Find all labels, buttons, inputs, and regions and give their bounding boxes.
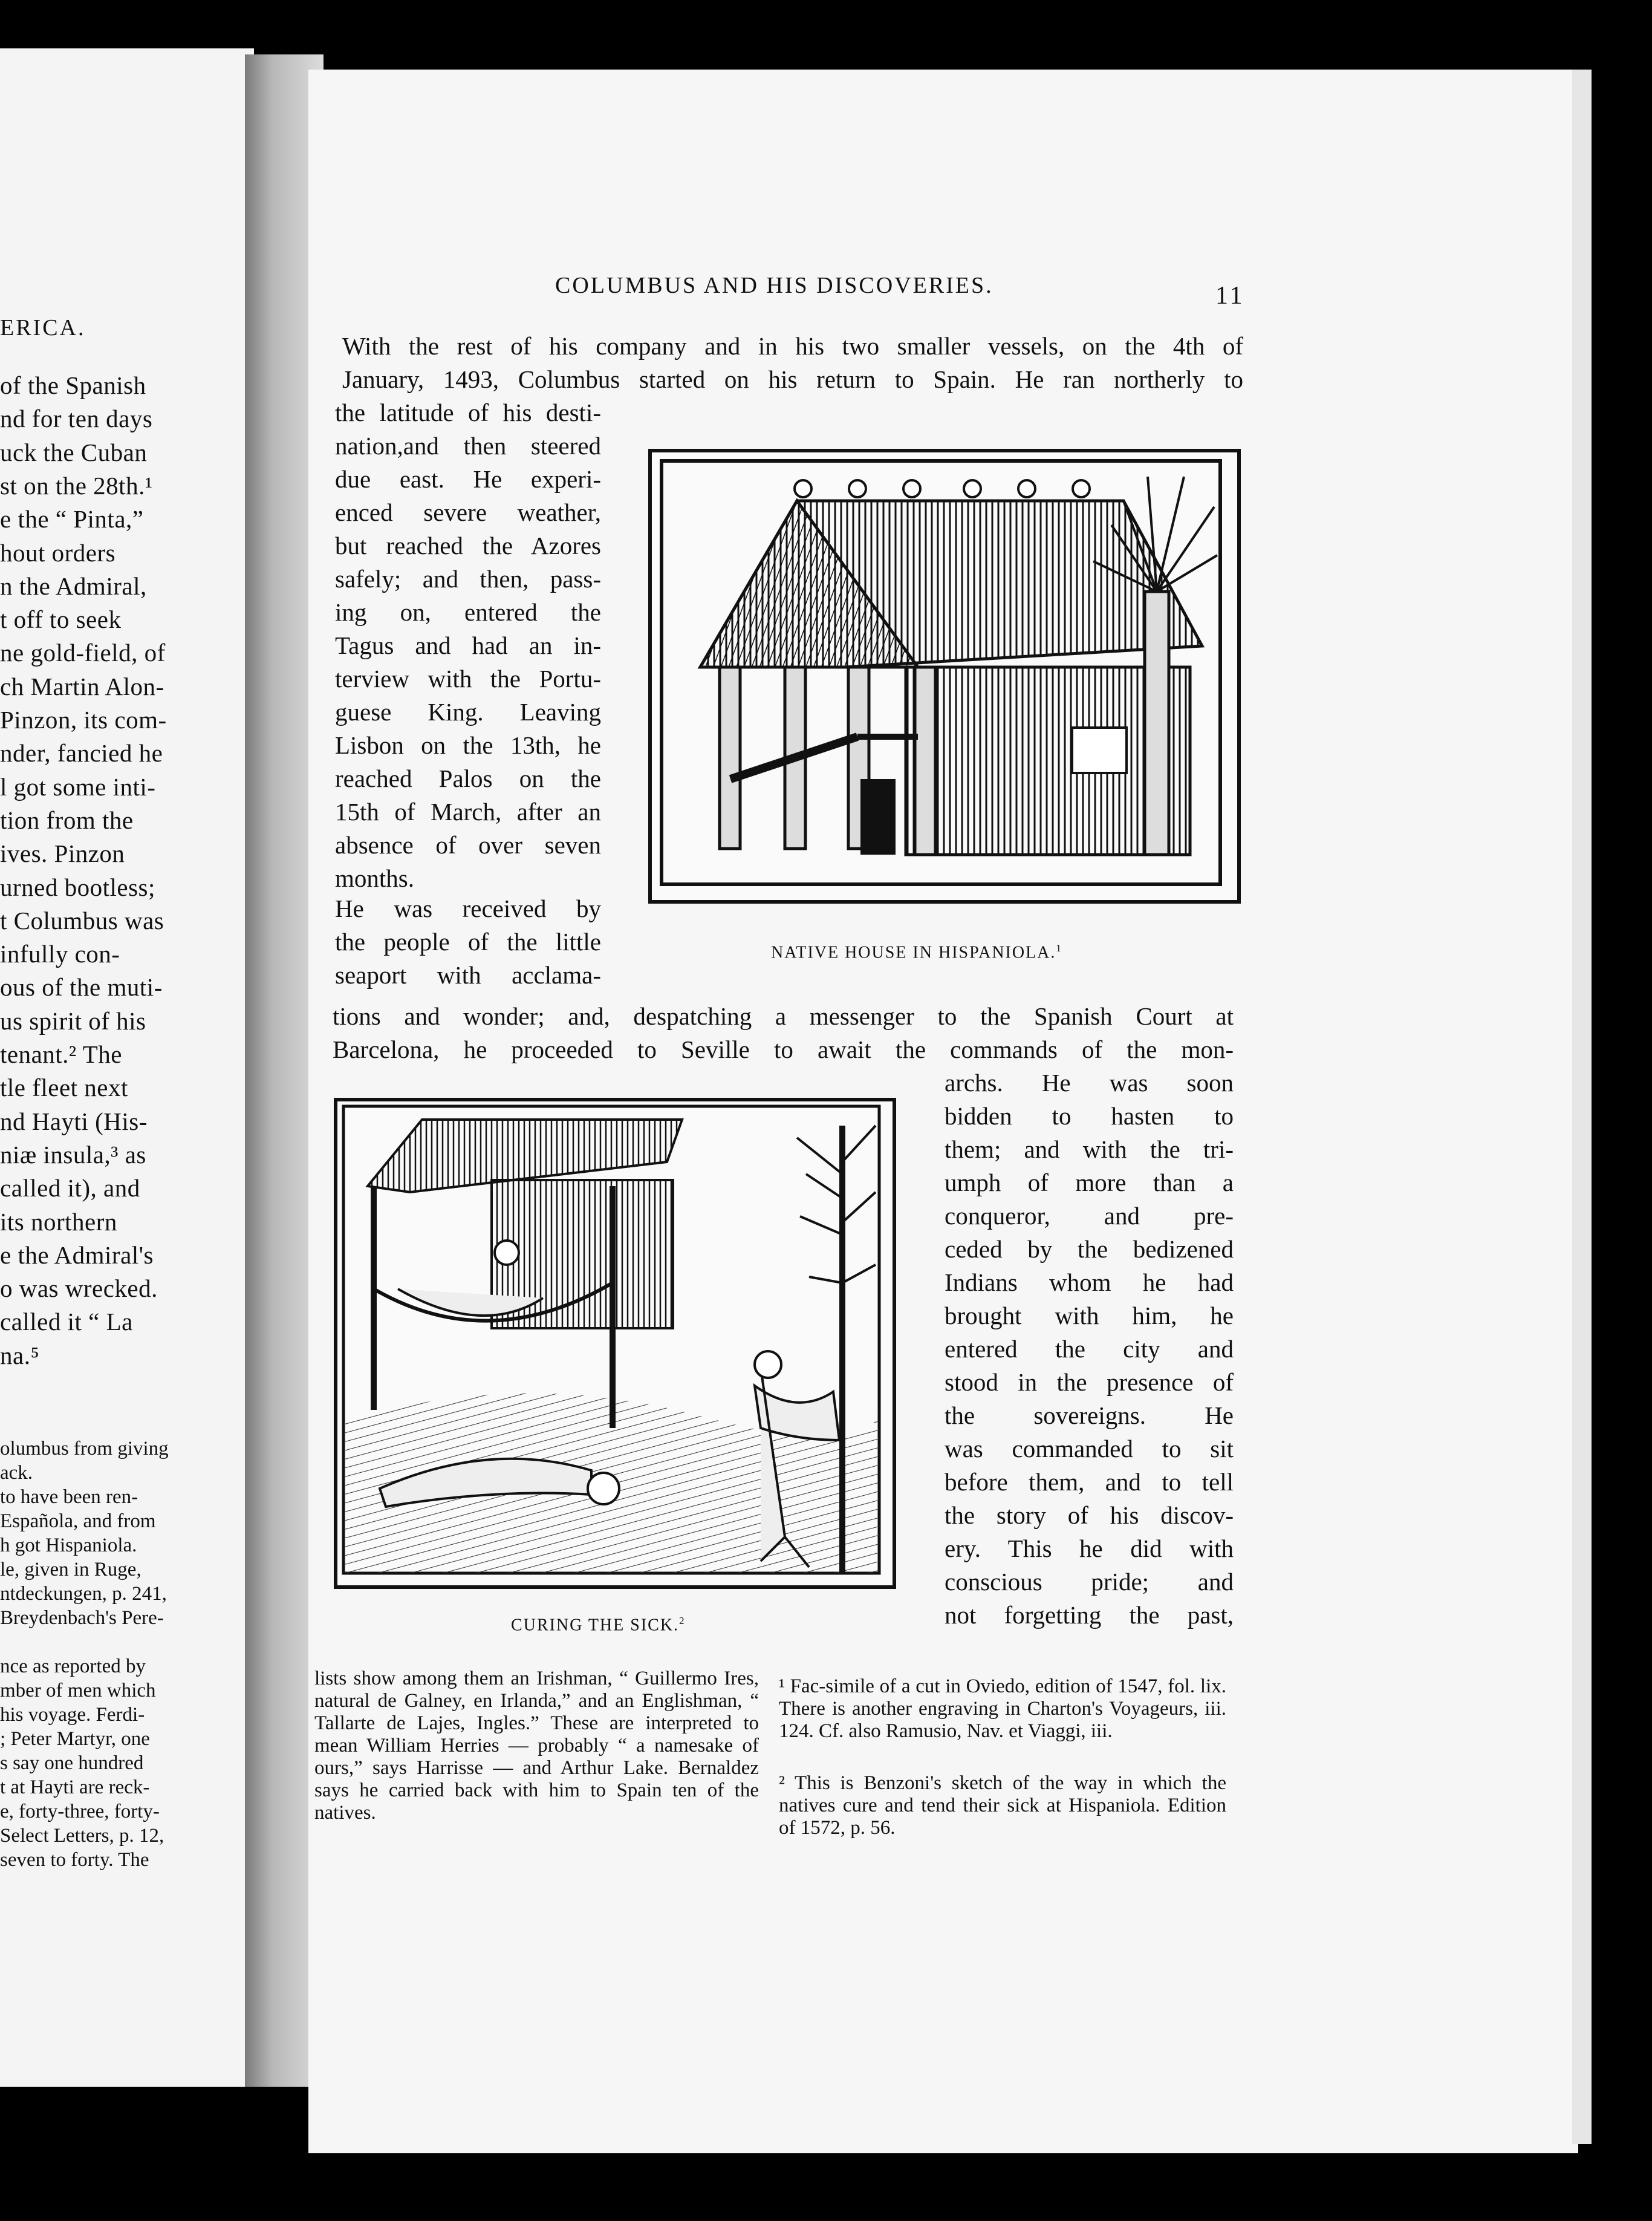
text-line: guese King. Leaving	[335, 698, 601, 726]
text-line: l got some inti-	[0, 772, 156, 801]
text-line: January, 1493, Columbus started on his return to Spain. He ran northerly to	[342, 365, 1243, 393]
text-line: e, forty-three, forty-	[0, 1801, 160, 1822]
text-line: ous of the muti-	[0, 973, 163, 1002]
text-line: of the Spanish	[0, 371, 146, 399]
text-line: the story of his discov-	[945, 1501, 1234, 1529]
text-line: Tagus and had an in-	[335, 631, 601, 659]
text-line: his voyage. Ferdi-	[0, 1704, 145, 1726]
text-line: ery. This he did with	[945, 1534, 1234, 1562]
text-line: With the rest of his company and in his two smaller vessels, on the 4th of	[342, 332, 1243, 360]
text-line: ntdeckungen, p. 241,	[0, 1583, 167, 1605]
text-line: reached Palos on the	[335, 765, 601, 792]
footnote-continued: lists show among them an Irishman, “ Guillermo Ires, natural de Galney, en Irlanda,” and an Englishman, “ Tallarte de Lajes, Ingles.” These are interpreted to mean William Herries — probably “ a namesake of ours,” says Harrisse — and Arthur Lake. Bernaldez says he carried back with him to Spain ten of the natives.	[314, 1668, 759, 1824]
paragraph-1-narrow	[335, 396, 601, 895]
text-line: bidden to hasten to	[945, 1102, 1234, 1130]
text-line: o was wrecked.	[0, 1274, 158, 1303]
figure-curing-the-sick	[334, 1098, 896, 1589]
page-edge	[1572, 70, 1592, 2144]
text-line: terview with the Portu-	[335, 665, 601, 693]
figure-2-footnote-ref: 2	[679, 1615, 686, 1626]
text-line: but reached the Azores	[335, 532, 601, 559]
text-line: months.	[335, 864, 414, 892]
text-line: tion from the	[0, 806, 134, 834]
text-line: the people of the little	[335, 928, 601, 956]
text-line: archs. He was soon	[945, 1069, 1234, 1097]
text-line: Lisbon on the 13th, he	[335, 731, 601, 759]
figure-1-footnote-ref: 1	[1056, 942, 1062, 954]
text-line: t off to seek	[0, 605, 122, 634]
text-line: 15th of March, after an	[335, 798, 601, 826]
page-number: 11	[1215, 282, 1245, 310]
figure-native-house	[648, 449, 1241, 904]
text-line: them; and with the tri-	[945, 1135, 1234, 1163]
text-line: ne gold-field, of	[0, 639, 166, 667]
text-line: He was received by	[335, 895, 601, 922]
text-line: na.⁵	[0, 1341, 40, 1369]
text-line: Select Letters, p. 12,	[0, 1825, 164, 1847]
figure-1-caption	[771, 942, 1062, 962]
text-line: called it “ La	[0, 1308, 133, 1336]
text-line: was commanded to sit	[945, 1435, 1234, 1463]
left-page	[0, 48, 254, 2087]
text-line: Breydenbach's Pere-	[0, 1607, 164, 1629]
text-line: nd Hayti (His-	[0, 1107, 148, 1135]
text-line: uck the Cuban	[0, 438, 148, 466]
text-line: seaport with acclama-	[335, 961, 601, 989]
text-line: t Columbus was	[0, 906, 164, 934]
text-line: Pinzon, its com-	[0, 706, 167, 734]
text-line: tle fleet next	[0, 1074, 128, 1102]
text-line: tions and wonder; and, despatching a messenger to the Spanish Court at	[333, 1002, 1234, 1030]
text-line: called it), and	[0, 1174, 140, 1202]
text-line: safely; and then, pass-	[335, 565, 601, 593]
paragraph-2-full	[333, 1000, 1234, 1066]
text-line: olumbus from giving	[0, 1438, 169, 1459]
text-line: its northern	[0, 1207, 117, 1236]
figure-2-caption-text: CURING THE SICK.	[511, 1616, 680, 1635]
text-line: nation,and then steered	[335, 432, 601, 460]
text-line: conqueror, and pre-	[945, 1202, 1234, 1230]
text-line: seven to forty. The	[0, 1849, 149, 1871]
text-line: h got Hispaniola.	[0, 1534, 137, 1556]
paragraph-2-right	[945, 1066, 1234, 1632]
native-house-woodcut	[652, 452, 1230, 893]
running-head: COLUMBUS AND HIS DISCOVERIES.	[555, 273, 993, 298]
text-line: brought with him, he	[945, 1302, 1234, 1329]
paragraph-2-narrow	[335, 892, 601, 992]
text-line: ives. Pinzon	[0, 840, 125, 868]
text-line: the sovereigns. He	[945, 1401, 1234, 1429]
text-line: stood in the presence of	[945, 1368, 1234, 1396]
text-line: absence of over seven	[335, 831, 601, 859]
text-line: le, given in Ruge,	[0, 1559, 141, 1580]
text-line: e the Admiral's	[0, 1241, 154, 1269]
text-line: enced severe weather,	[335, 498, 601, 526]
text-line: tenant.² The	[0, 1040, 122, 1068]
text-line: conscious pride; and	[945, 1568, 1234, 1596]
text-line: n the Admiral,	[0, 572, 147, 600]
figure-1-caption-text: NATIVE HOUSE IN HISPANIOLA.	[771, 943, 1056, 962]
left-running-head: ERICA.	[0, 315, 86, 341]
text-line: ; Peter Martyr, one	[0, 1728, 150, 1750]
text-line: urned bootless;	[0, 873, 155, 901]
text-line: Española, and from	[0, 1510, 156, 1532]
footnote-1: ¹ Fac-simile of a cut in Oviedo, edition of 1547, fol. lix. There is another engraving in Charton's Voyageurs, iii. 124. Cf. also Ramusio, Nav. et Viaggi, iii.	[779, 1675, 1226, 1742]
text-line: before them, and to tell	[945, 1468, 1234, 1496]
text-line: Indians whom he had	[945, 1268, 1234, 1296]
text-line: hout orders	[0, 538, 116, 567]
text-line: ack.	[0, 1462, 33, 1484]
text-line: to have been ren-	[0, 1486, 138, 1508]
text-line: entered the city and	[945, 1335, 1234, 1363]
text-line: niæ insula,³ as	[0, 1140, 146, 1169]
text-line: due east. He experi-	[335, 465, 601, 493]
text-line: t at Hayti are reck-	[0, 1776, 150, 1798]
figure-2-caption	[511, 1615, 685, 1635]
text-line: us spirit of his	[0, 1006, 146, 1035]
footnote-2: ² This is Benzoni's sketch of the way in which the natives cure and tend their sick at Hispaniola. Edition of 1572, p. 56.	[779, 1772, 1226, 1839]
text-line: Barcelona, he proceeded to Seville to await the commands of the mon-	[333, 1035, 1234, 1063]
curing-the-sick-woodcut	[337, 1101, 885, 1578]
text-line: nd for ten days	[0, 405, 153, 433]
paragraph-1-full	[342, 330, 1243, 396]
text-line: e the “ Pinta,”	[0, 505, 144, 533]
text-line: nce as reported by	[0, 1655, 146, 1677]
text-line: infully con-	[0, 940, 120, 968]
text-line: mber of men which	[0, 1680, 156, 1701]
text-line: not forgetting the past,	[945, 1601, 1234, 1629]
text-line: umph of more than a	[945, 1169, 1234, 1196]
text-line: ceded by the bedizened	[945, 1235, 1234, 1263]
text-line: st on the 28th.¹	[0, 471, 153, 500]
text-line: nder, fancied he	[0, 739, 163, 768]
text-line: s say one hundred	[0, 1752, 144, 1774]
text-line: ing on, entered the	[335, 598, 601, 626]
text-line: the latitude of his desti-	[335, 399, 601, 426]
text-line: ch Martin Alon-	[0, 672, 164, 700]
